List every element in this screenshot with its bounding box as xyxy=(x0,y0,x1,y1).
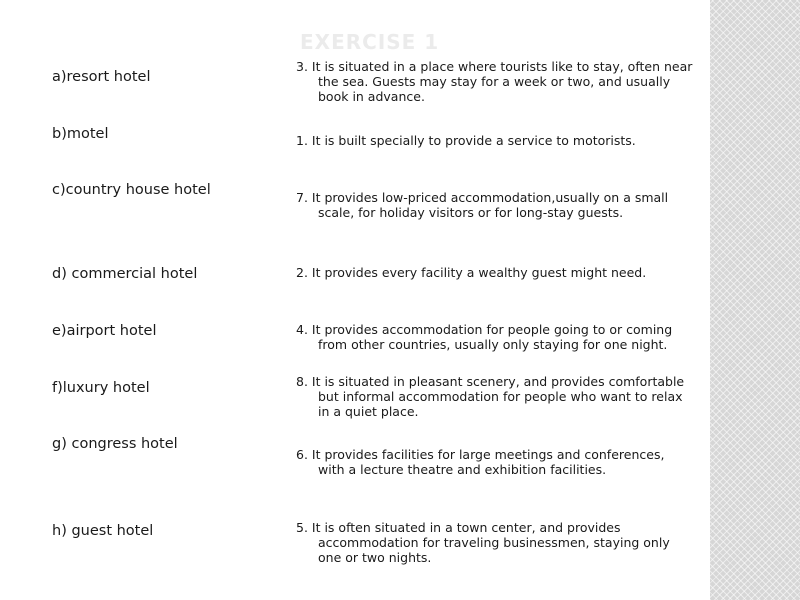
term-luxury-hotel: f)luxury hotel xyxy=(52,380,150,396)
definition-1: 1. It is built specially to provide a service to motorists. xyxy=(296,133,636,148)
definition-7: 7. It provides low-priced accommodation,usually on a small scale, for holiday visitors or for long-stay guests. xyxy=(296,190,669,220)
definition-8: 8. It is situated in pleasant scenery, and provides comfortable but informal accommodation for people who want to relax in a quiet place. xyxy=(296,374,685,419)
slide-title: EXERCISE 1 xyxy=(300,30,440,54)
term-congress-hotel: g) congress hotel xyxy=(52,436,178,452)
definition-4: 4. It provides accommodation for people going to or coming from other countries, usually only staying for one night. xyxy=(296,322,673,352)
definition-5: 5. It is often situated in a town center, and provides accommodation for traveling businessmen, staying only one or two nights. xyxy=(296,520,670,565)
term-country-house: c)country house hotel xyxy=(52,182,211,198)
definition-3: 3. It is situated in a place where tourists like to stay, often near the sea. Guests may stay for a week or two, and usually book in advance. xyxy=(296,59,693,104)
term-airport-hotel: e)airport hotel xyxy=(52,323,157,339)
definition-2: 2. It provides every facility a wealthy guest might need. xyxy=(296,265,647,280)
definition-6: 6. It provides facilities for large meetings and conferences, with a lecture theatre and exhibition facilities. xyxy=(296,447,665,477)
term-resort-hotel: a)resort hotel xyxy=(52,69,151,85)
term-motel: b)motel xyxy=(52,126,109,142)
decorative-side-band xyxy=(710,0,800,600)
term-guest-hotel: h) guest hotel xyxy=(52,523,154,539)
term-commercial-hotel: d) commercial hotel xyxy=(52,266,198,282)
